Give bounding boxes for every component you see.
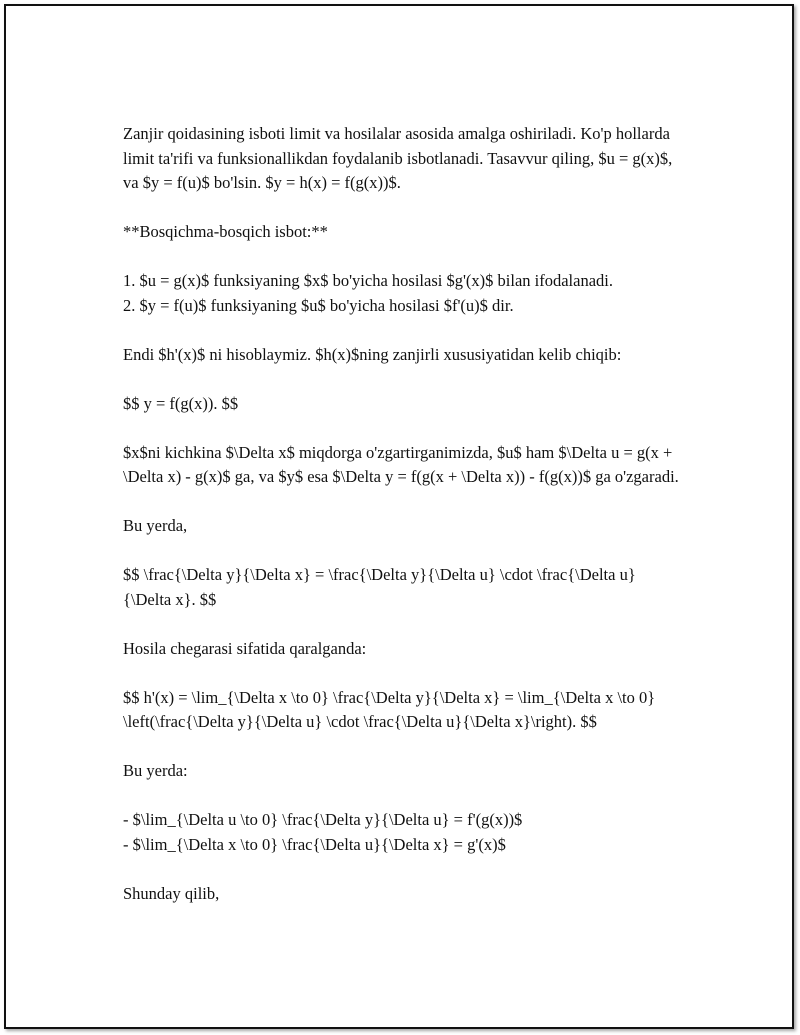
section-heading: **Bosqichma-bosqich isbot:** xyxy=(123,222,328,241)
page-frame xyxy=(4,4,794,1029)
compute-paragraph: Endi $h'(x)$ ni hisoblaymiz. $h(x)$ning zanjirli xususiyatidan kelib chiqib: xyxy=(123,344,622,364)
bullet-item: - $\lim_{\Delta u \to 0} \frac{\Delta y}{\Delta u} = f'(g(x))$ xyxy=(123,810,523,829)
here-label-1: Bu yerda, xyxy=(123,516,188,535)
document-body xyxy=(123,122,683,906)
equation-composite: $$ y = f(g(x)). $$ xyxy=(123,393,239,413)
conclusion-text: Shunday qilib, xyxy=(123,883,220,903)
equation-limit: $$ h'(x) = \lim_{\Delta x \to 0} \frac{\Delta y}{\Delta x} = \lim_{\Delta x \to 0} \left(\frac{\Delta y}{\Delta u} \cdot \frac{\Delta u}{\Delta x}\right). $$ xyxy=(123,687,660,731)
here-label-2: Bu yerda: xyxy=(123,761,188,780)
intro-paragraph: Zanjir qoidasining isboti limit va hosilalar asosida amalga oshiriladi. Ko'p hollarda limit ta'rifi va funksionallikdan foydalanib isbotlanadi. Tasavvur qiling, $u = g(x)$, va $y = f(u)$ bo'lsin. $y = h(x) = f(g(x))$. xyxy=(123,124,677,192)
bullet-item: - $\lim_{\Delta x \to 0} \frac{\Delta u}{\Delta x} = g'(x)$ xyxy=(123,834,506,854)
limit-paragraph: Hosila chegarasi sifatida qaralganda: xyxy=(123,638,367,658)
step-item: 2. $y = f(u)$ funksiyaning $u$ bo'yicha hosilasi $f'(u)$ dir. xyxy=(123,295,514,315)
equation-ratio: $$ \frac{\Delta y}{\Delta x} = \frac{\Delta y}{\Delta u} \cdot \frac{\Delta u}{\Delta x}. $$ xyxy=(123,565,636,609)
step-item: 1. $u = g(x)$ funksiyaning $x$ bo'yicha hosilasi $g'(x)$ bilan ifodalanadi. xyxy=(123,271,613,290)
delta-paragraph: $x$ni kichkina $\Delta x$ miqdorga o'zgartirganimizda, $u$ ham $\Delta u = g(x + \Delta x) - g(x)$ ga, va $y$ esa $\Delta y = f(g(x + \Delta x)) - f(g(x))$ ga o'zgaradi. xyxy=(123,442,679,486)
